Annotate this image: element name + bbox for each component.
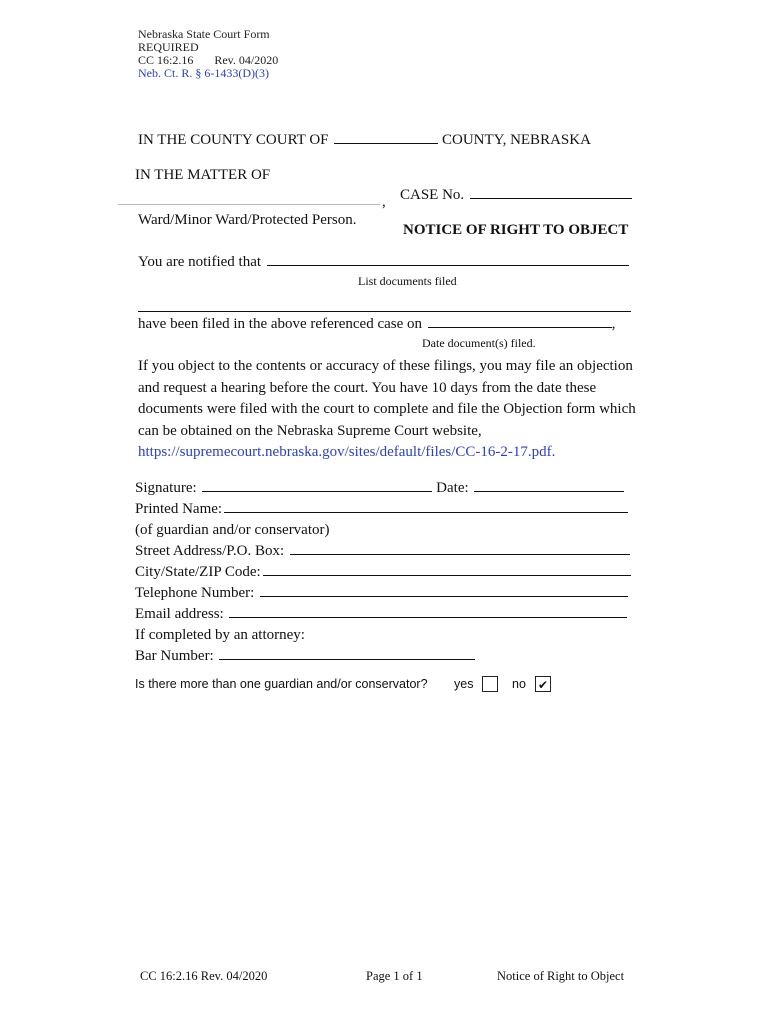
- street-label: Street Address/P.O. Box:: [135, 543, 285, 559]
- email-line: [135, 606, 627, 623]
- matter-heading: IN THE MATTER OF: [135, 167, 271, 183]
- court-suffix: COUNTY, NEBRASKA: [442, 132, 591, 148]
- street-line: [135, 543, 630, 560]
- street-field[interactable]: [290, 553, 630, 555]
- county-field[interactable]: [334, 142, 438, 144]
- yes-checkbox[interactable]: [482, 675, 498, 693]
- form-required: REQUIRED: [138, 40, 199, 54]
- yes-checkbox-box[interactable]: [482, 676, 498, 692]
- no-checkbox[interactable]: [535, 675, 551, 693]
- yes-label: yes: [454, 677, 474, 691]
- printed-name-field[interactable]: [224, 511, 628, 513]
- signature-line: [135, 480, 624, 497]
- court-rule-link[interactable]: Neb. Ct. R. § 6-1433(D)(3): [138, 66, 269, 80]
- signature-label: Signature:: [135, 480, 197, 496]
- documents-field-continued[interactable]: [138, 311, 631, 312]
- multiple-guardian-question: Is there more than one guardian and/or conservator?: [135, 677, 428, 691]
- notified-line: [138, 254, 629, 271]
- email-label: Email address:: [135, 606, 224, 622]
- form-source: Nebraska State Court Form: [138, 27, 270, 41]
- city-label: City/State/ZIP Code:: [135, 564, 261, 580]
- signature-field[interactable]: [202, 490, 432, 492]
- documents-field[interactable]: [267, 264, 629, 266]
- printed-name-line: [135, 501, 628, 518]
- form-number: CC 16:2.16: [138, 53, 194, 67]
- filed-prefix: have been filed in the above referenced case on: [138, 316, 423, 332]
- phone-field[interactable]: [260, 595, 628, 597]
- court-prefix: IN THE COUNTY COURT OF: [138, 132, 329, 148]
- case-number-field[interactable]: [470, 197, 632, 199]
- printed-name-label: Printed Name:: [135, 501, 223, 517]
- date-field[interactable]: [474, 490, 624, 492]
- bar-label: Bar Number:: [135, 648, 214, 664]
- guardian-note: (of guardian and/or conservator): [135, 522, 330, 538]
- case-label: CASE No.: [400, 187, 465, 203]
- date-label: Date:: [436, 480, 469, 496]
- form-revision: Rev. 04/2020: [214, 53, 279, 67]
- email-field[interactable]: [229, 616, 627, 618]
- date-filed-field[interactable]: [428, 326, 612, 328]
- ward-name-field[interactable]: [118, 204, 380, 205]
- bar-number-field[interactable]: [219, 658, 475, 660]
- bar-line: [135, 648, 475, 665]
- filed-line: [138, 316, 616, 333]
- footer-title: Notice of Right to Object: [497, 969, 625, 983]
- objection-paragraph: [138, 356, 638, 464]
- footer-form-number: CC 16:2.16 Rev. 04/2020: [140, 969, 268, 983]
- objection-text: If you object to the contents or accuracy of these filings, you may file an objection and request a hearing before the court. You have 10 days from the date these documents were filed with the court to complete and file the Objection form which can be obtained on the Nebraska Supreme Court website,: [138, 358, 636, 439]
- city-line: [135, 564, 631, 581]
- footer-page: Page 1 of 1: [366, 969, 423, 983]
- phone-label: Telephone Number:: [135, 585, 255, 601]
- objection-form-link[interactable]: https://supremecourt.nebraska.gov/sites/default/files/CC-16-2-17.pdf.: [138, 444, 556, 460]
- phone-line: [135, 585, 628, 602]
- notice-title: NOTICE OF RIGHT TO OBJECT: [403, 222, 629, 238]
- filed-suffix: ,: [611, 316, 616, 332]
- case-number-line: [400, 187, 632, 204]
- no-label: no: [512, 677, 526, 691]
- notified-prefix: You are notified that: [138, 254, 262, 270]
- city-field[interactable]: [263, 574, 631, 576]
- list-documents-hint: List documents filed: [358, 274, 457, 288]
- caption-comma: ,: [382, 194, 386, 210]
- date-filed-hint: Date document(s) filed.: [422, 336, 536, 350]
- court-line: [138, 132, 591, 149]
- check-icon[interactable]: ✔: [535, 676, 551, 692]
- ward-label: Ward/Minor Ward/Protected Person.: [138, 212, 357, 228]
- attorney-note: If completed by an attorney:: [135, 627, 305, 643]
